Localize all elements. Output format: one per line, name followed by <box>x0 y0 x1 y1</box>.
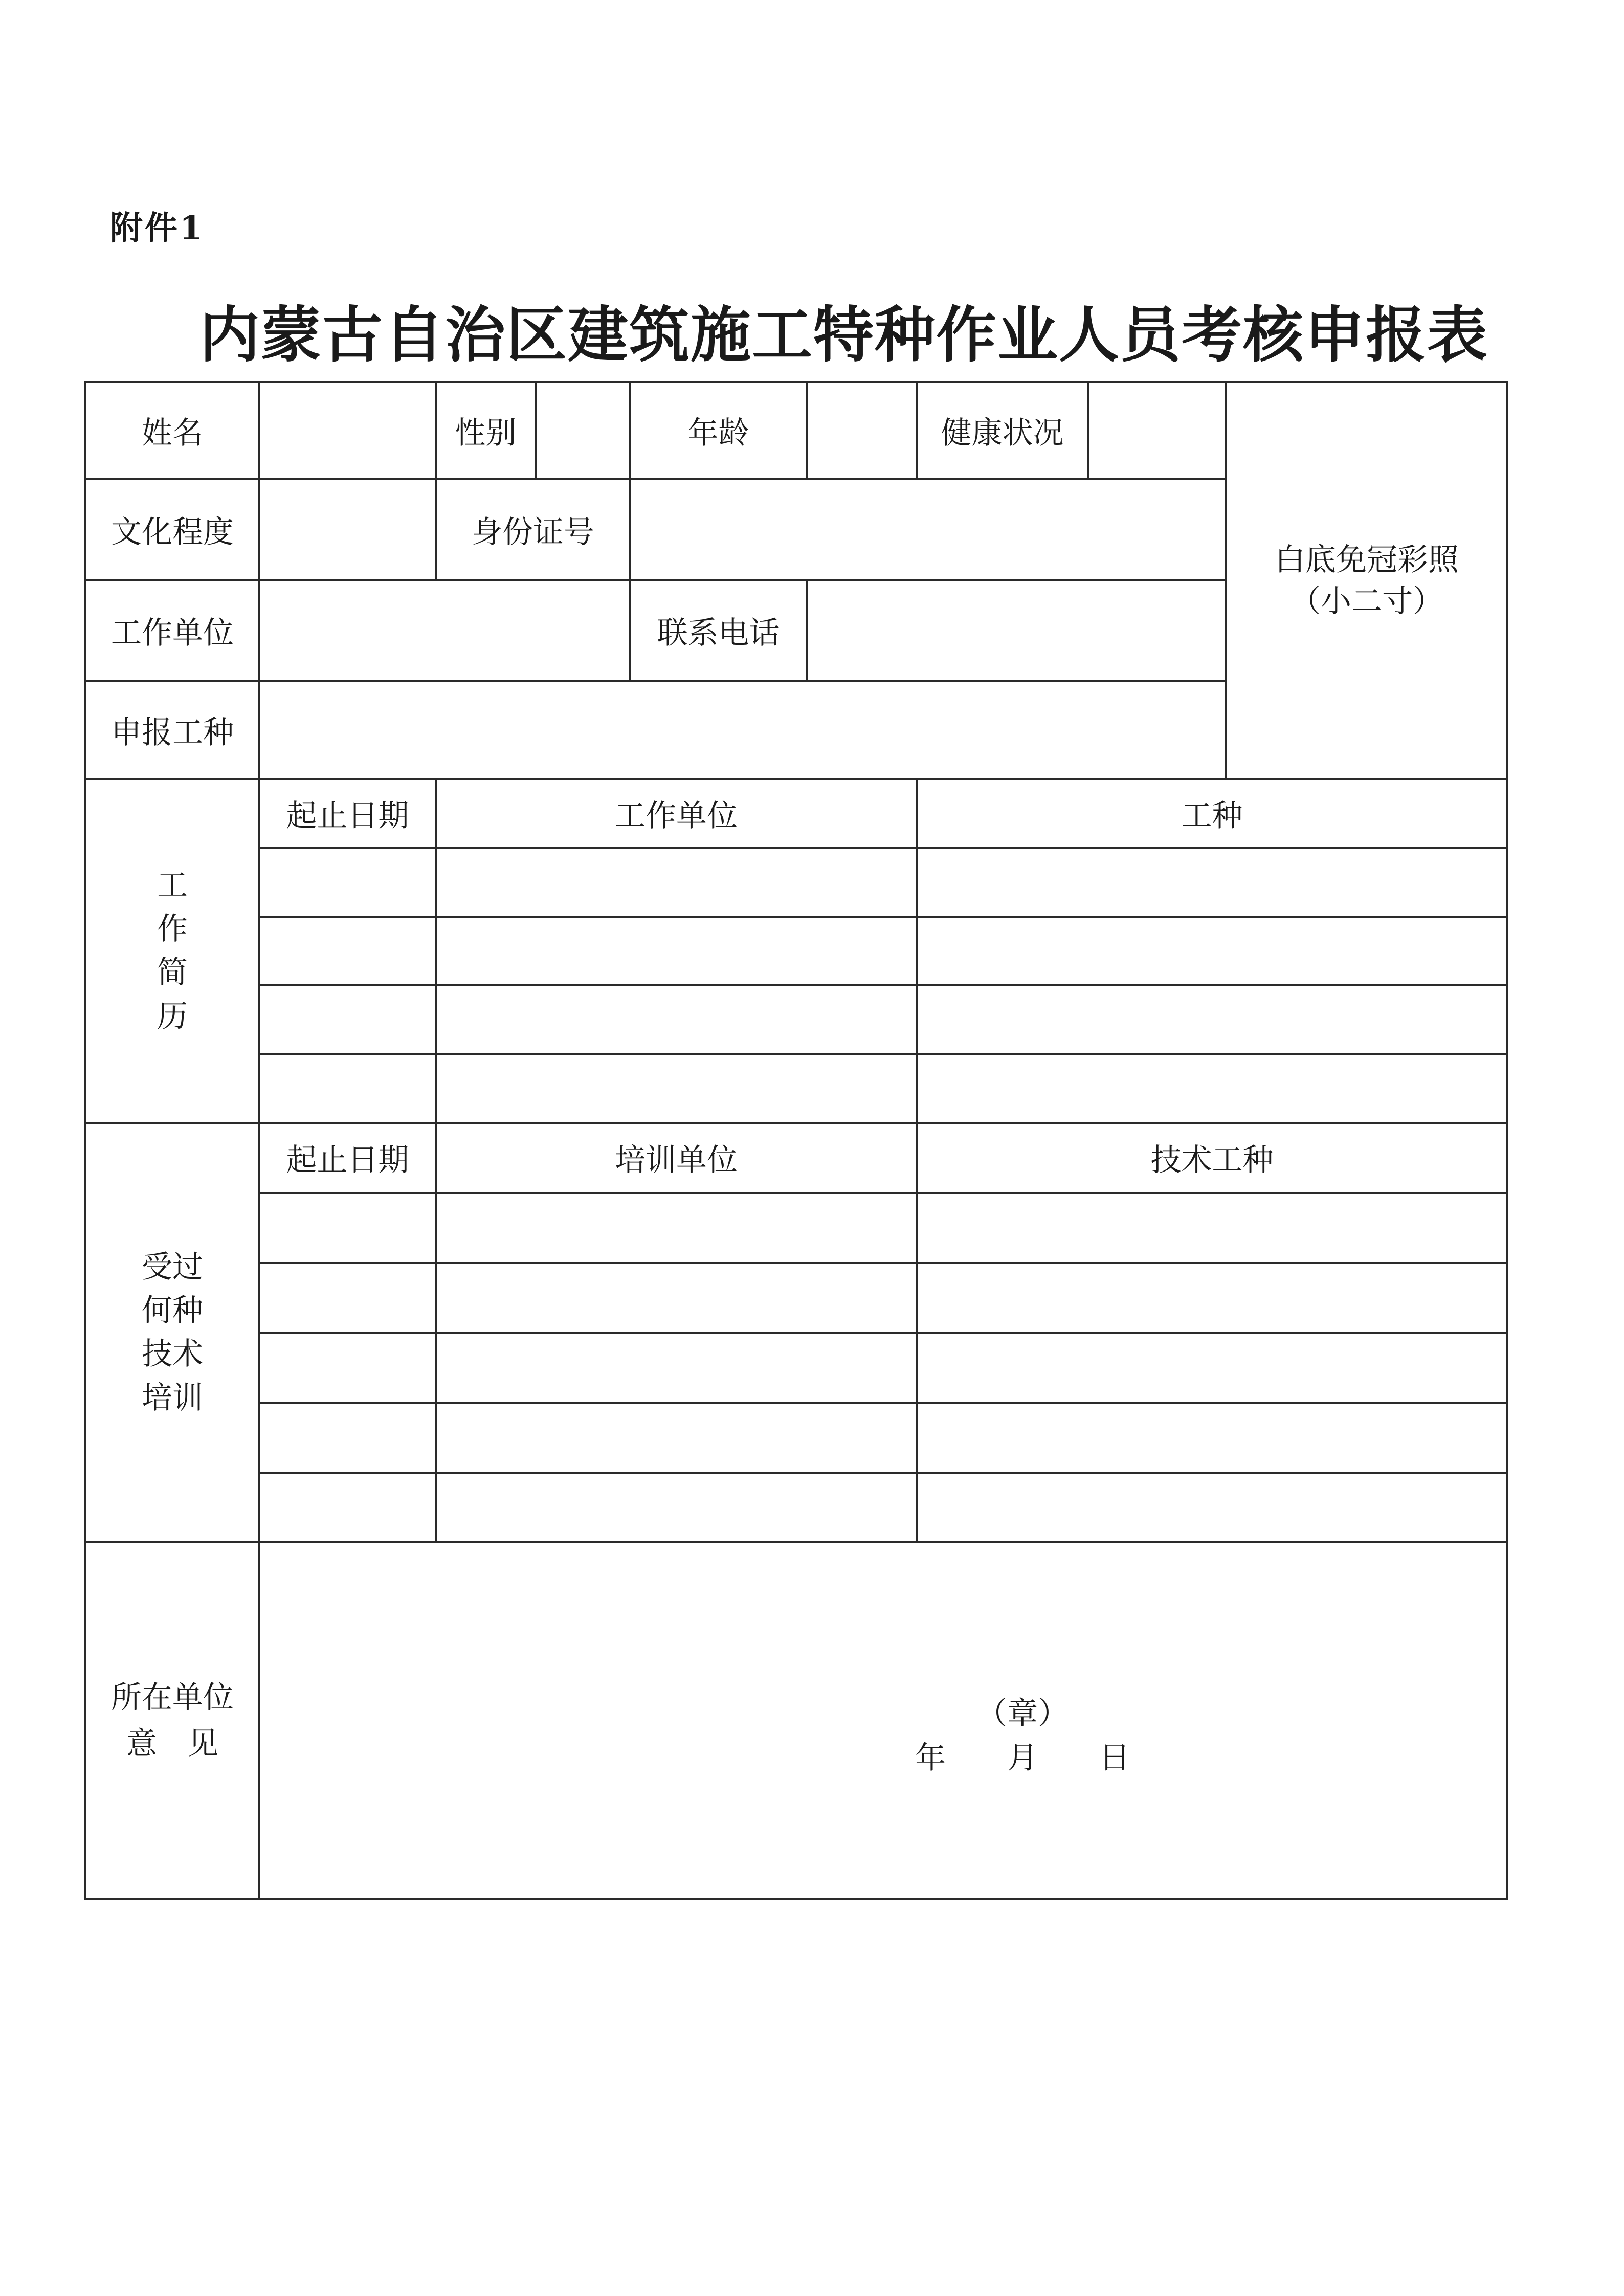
page-title: 内蒙古自治区建筑施工特种作业人员考核申报表 <box>199 299 1488 370</box>
unit-opinion-label-line1: 所在单位 <box>111 1679 234 1716</box>
name-label: 姓名 <box>85 382 259 479</box>
table-row <box>85 848 1507 917</box>
age-label: 年龄 <box>630 382 807 479</box>
unit-opinion-label-line2: 意 见 <box>126 1725 218 1762</box>
training-unit-cell[interactable] <box>436 1193 917 1263</box>
table-row <box>85 1193 1507 1263</box>
table-row <box>85 917 1507 986</box>
work-history-job-cell[interactable] <box>917 848 1507 917</box>
training-skill-cell[interactable] <box>917 1333 1507 1403</box>
training-unit-cell[interactable] <box>436 1403 917 1473</box>
date-line: 年 月 日 <box>915 1740 1130 1776</box>
training-label-line: 受过 <box>142 1249 203 1286</box>
photo-label-line2: （小二寸） <box>1290 583 1443 619</box>
phone-field[interactable] <box>807 580 1226 681</box>
table-row <box>85 1054 1507 1123</box>
id-number-label: 身份证号 <box>436 479 630 580</box>
work-unit-label: 工作单位 <box>85 580 259 681</box>
work-history-unit-cell[interactable] <box>436 1054 917 1123</box>
work-history-date-cell[interactable] <box>259 985 436 1054</box>
gender-label: 性别 <box>436 382 536 479</box>
health-label: 健康状况 <box>917 382 1088 479</box>
seal-label: （章） <box>976 1696 1069 1732</box>
work-history-unit-cell[interactable] <box>436 985 917 1054</box>
work-history-section-label <box>85 779 259 1123</box>
gender-field[interactable] <box>536 382 630 479</box>
work-history-date-cell[interactable] <box>259 1054 436 1123</box>
table-row <box>85 1263 1507 1333</box>
training-skill-cell[interactable] <box>917 1473 1507 1543</box>
id-number-field[interactable] <box>630 479 1226 580</box>
training-date-cell[interactable] <box>259 1473 436 1543</box>
training-label-line: 技术 <box>142 1336 203 1372</box>
training-skill-cell[interactable] <box>917 1263 1507 1333</box>
photo-box[interactable] <box>1226 382 1507 779</box>
training-section-label <box>85 1123 259 1543</box>
table-row <box>85 1403 1507 1473</box>
work-history-char: 工 <box>157 868 188 904</box>
training-unit-cell[interactable] <box>436 1333 917 1403</box>
work-history-date-cell[interactable] <box>259 917 436 986</box>
training-unit-header: 培训单位 <box>436 1123 917 1194</box>
application-form-table <box>84 381 1508 1900</box>
work-history-unit-cell[interactable] <box>436 917 917 986</box>
name-field[interactable] <box>259 382 436 479</box>
education-label: 文化程度 <box>85 479 259 580</box>
unit-opinion-label <box>85 1542 259 1899</box>
training-label-line: 何种 <box>142 1293 203 1329</box>
attachment-label: 附件1 <box>110 209 205 247</box>
education-field[interactable] <box>259 479 436 580</box>
work-history-unit-header: 工作单位 <box>436 779 917 848</box>
training-date-cell[interactable] <box>259 1193 436 1263</box>
table-row <box>85 985 1507 1054</box>
work-history-date-header: 起止日期 <box>259 779 436 848</box>
training-unit-cell[interactable] <box>436 1473 917 1543</box>
training-date-cell[interactable] <box>259 1333 436 1403</box>
training-skill-cell[interactable] <box>917 1193 1507 1263</box>
health-field[interactable] <box>1088 382 1226 479</box>
training-date-cell[interactable] <box>259 1403 436 1473</box>
training-label-line: 培训 <box>142 1380 203 1416</box>
phone-label: 联系电话 <box>630 580 807 681</box>
table-row <box>85 1473 1507 1543</box>
training-skill-cell[interactable] <box>917 1403 1507 1473</box>
training-unit-cell[interactable] <box>436 1263 917 1333</box>
work-history-unit-cell[interactable] <box>436 848 917 917</box>
work-unit-field[interactable] <box>259 580 630 681</box>
training-date-cell[interactable] <box>259 1263 436 1333</box>
training-date-header: 起止日期 <box>259 1123 436 1194</box>
job-type-field[interactable] <box>259 681 1226 779</box>
photo-label-line1: 白底免冠彩照 <box>1275 542 1459 578</box>
training-skill-header: 技术工种 <box>917 1123 1507 1194</box>
work-history-char: 历 <box>157 998 188 1034</box>
work-history-char: 简 <box>157 955 188 991</box>
table-row <box>85 1333 1507 1403</box>
work-history-char: 作 <box>157 911 188 948</box>
work-history-job-cell[interactable] <box>917 917 1507 986</box>
age-field[interactable] <box>807 382 917 479</box>
job-type-label: 申报工种 <box>85 681 259 779</box>
work-history-job-header: 工种 <box>917 779 1507 848</box>
unit-opinion-field[interactable] <box>259 1542 1507 1899</box>
work-history-date-cell[interactable] <box>259 848 436 917</box>
work-history-job-cell[interactable] <box>917 1054 1507 1123</box>
seal-block <box>915 1692 1130 1781</box>
work-history-job-cell[interactable] <box>917 985 1507 1054</box>
